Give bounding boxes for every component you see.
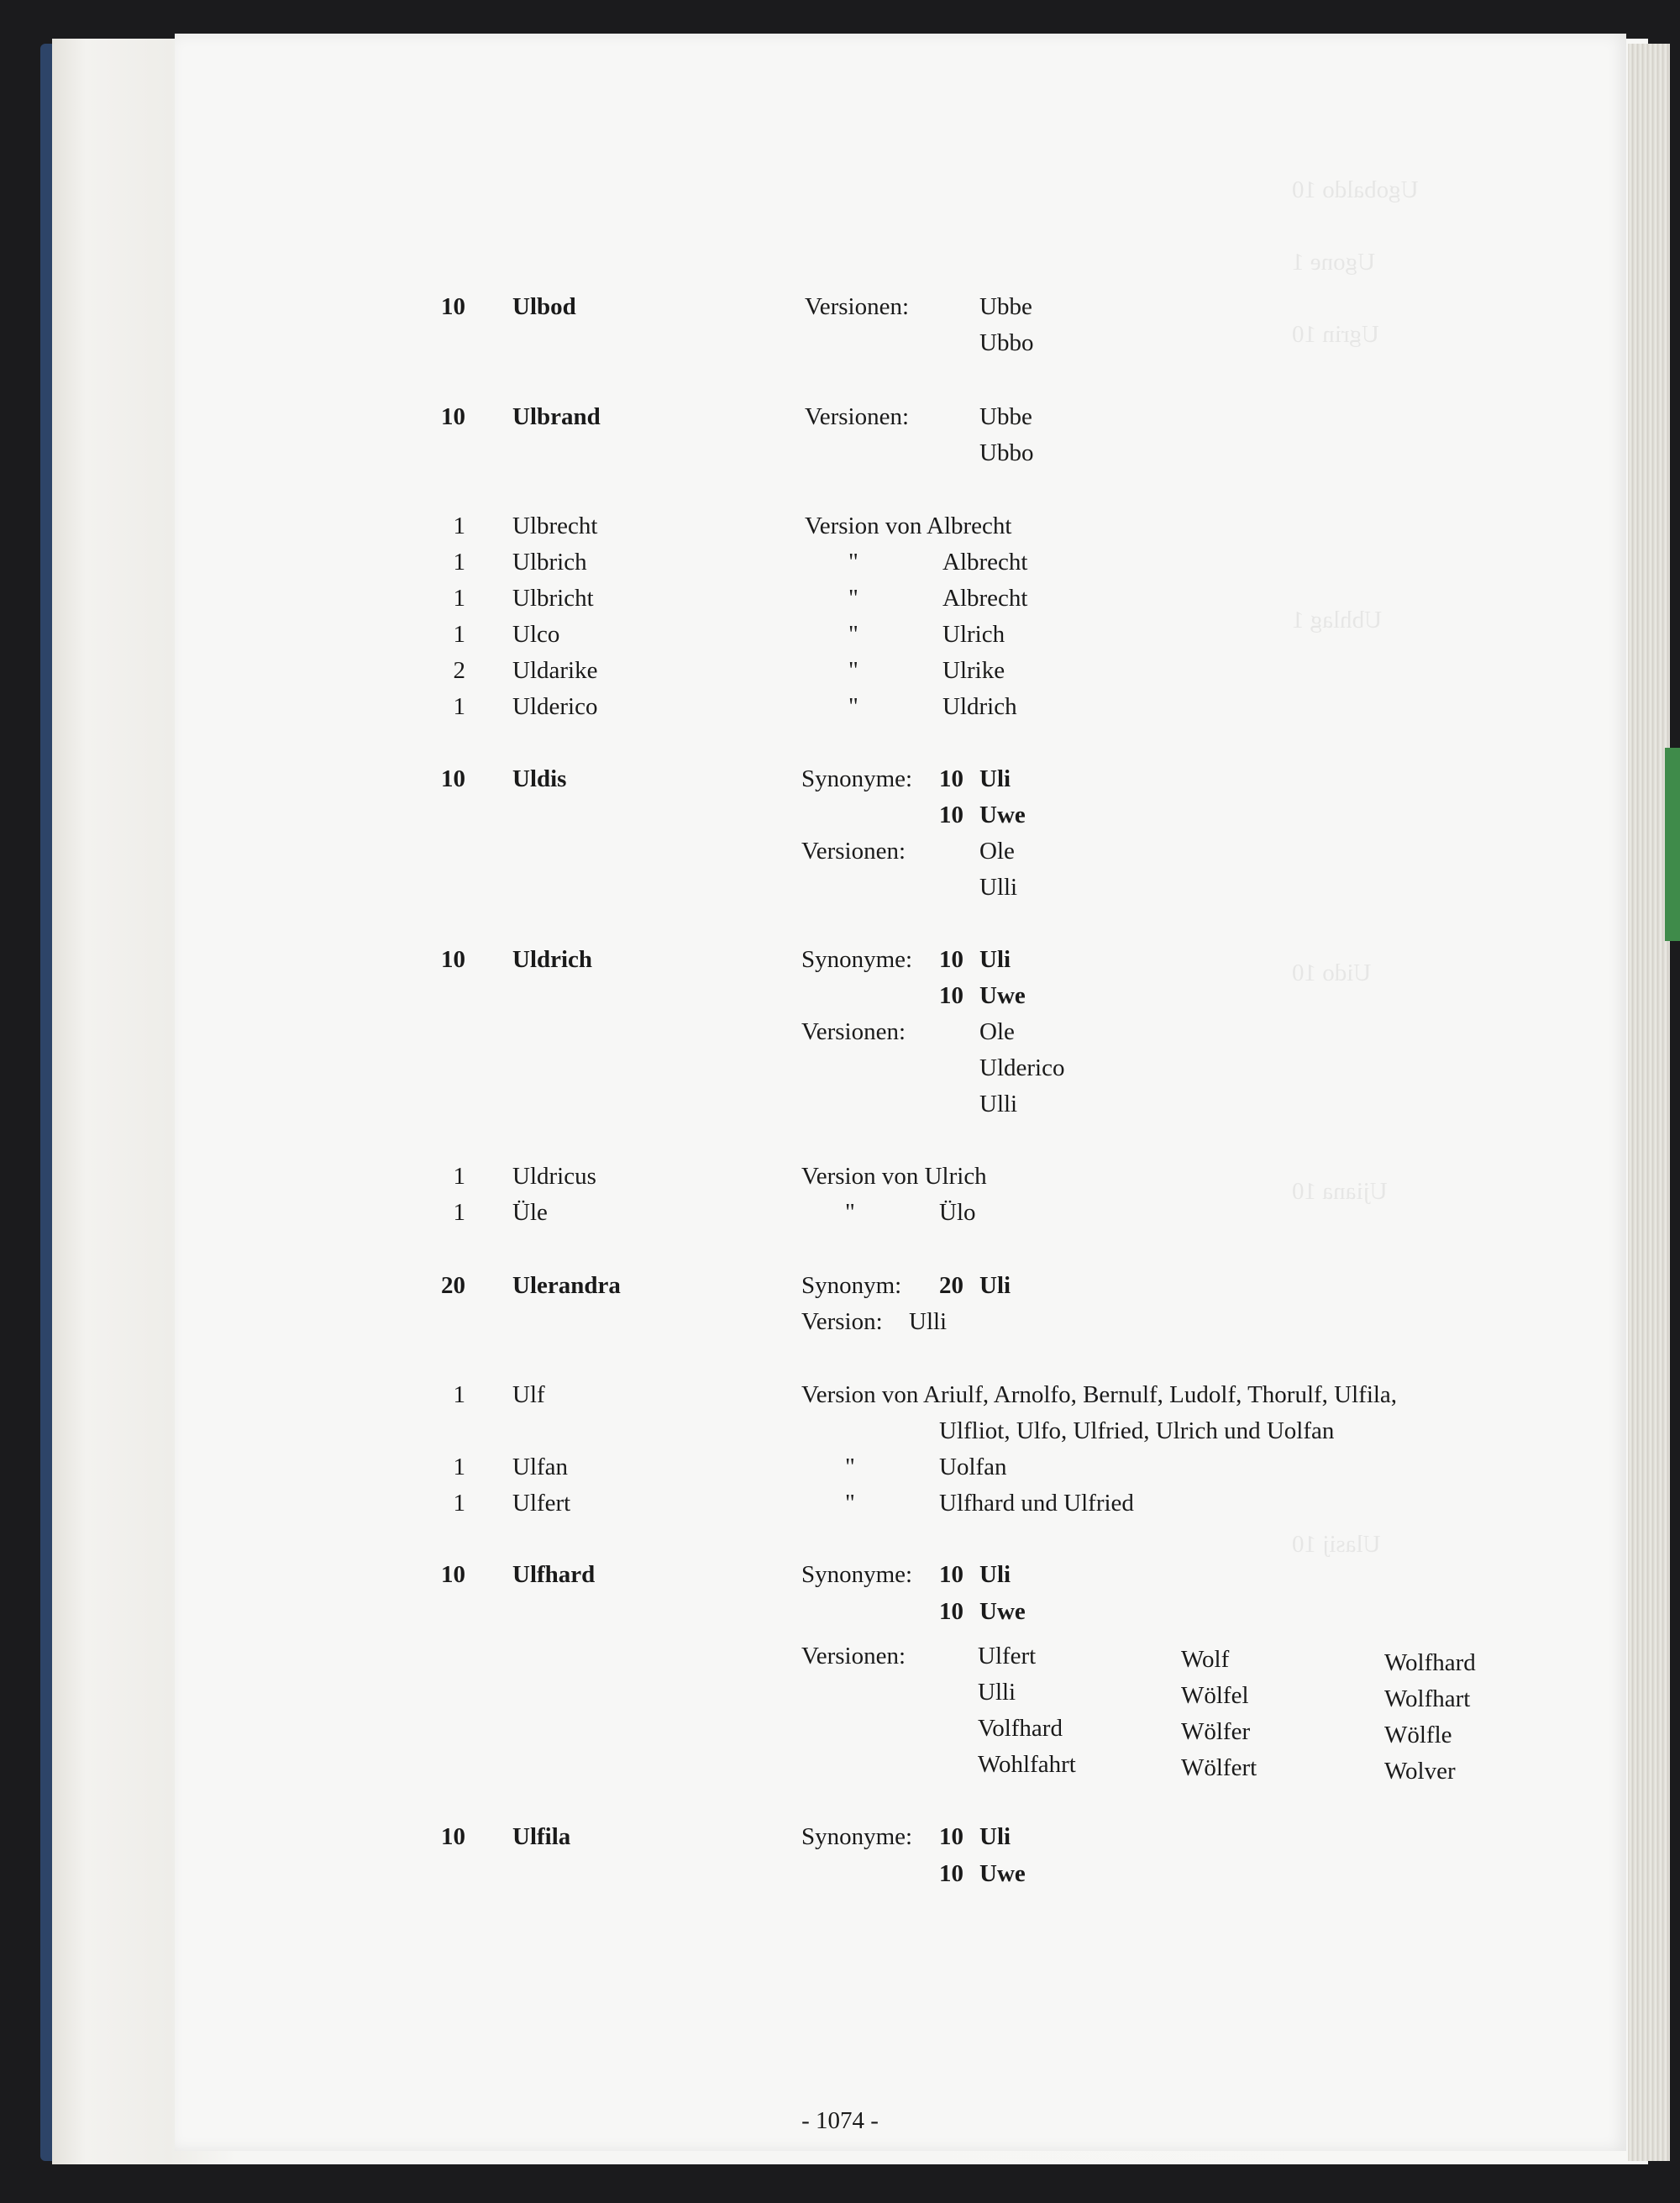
version-cell: Wölfert [1181, 1754, 1257, 1781]
entry-value: Ulli [979, 874, 1018, 901]
entry-name: Üle [512, 1199, 548, 1226]
entry-count: 1 [453, 549, 465, 576]
entry-name: Ulfila [512, 1823, 571, 1850]
version-cell: Ulli [978, 1679, 1016, 1706]
entry-value: Uwe [979, 982, 1026, 1009]
entry-label: Versionen: [801, 838, 906, 865]
entry-label: Version: [801, 1308, 883, 1335]
entry-label: Versionen: [801, 1643, 906, 1669]
ditto-mark: " [848, 621, 858, 648]
bleed-through-text: Ulasij 10 [1292, 1531, 1381, 1558]
bleed-through-text: Ugrin 10 [1292, 321, 1379, 348]
version-cell: Wolver [1384, 1758, 1456, 1785]
version-cell: Wölfel [1181, 1682, 1249, 1709]
entry-value: Ulli [909, 1308, 948, 1335]
entry-value: Uli [979, 1823, 1011, 1850]
entry-text: Uolfan [939, 1454, 1007, 1480]
bleed-through-text: Ugobaldo 10 [1292, 176, 1419, 203]
ditto-mark: " [845, 1454, 855, 1480]
entry-name: Ulco [512, 621, 560, 648]
entry-count: 1 [453, 693, 465, 720]
entry-value: Ubbe [979, 403, 1032, 430]
ditto-mark: " [845, 1199, 855, 1226]
version-cell: Wolf [1181, 1646, 1230, 1673]
entry-value: Uli [979, 765, 1011, 792]
entry-value: Ulli [979, 1091, 1018, 1117]
entry-name: Ulbod [512, 293, 576, 320]
entry-count: 20 [441, 1272, 465, 1299]
entry-count: 10 [441, 765, 465, 792]
entry-name: Ulderico [512, 693, 598, 720]
entry-value: Uwe [979, 802, 1026, 828]
entry-value: Ulderico [979, 1054, 1065, 1081]
entry-name: Ulfert [512, 1490, 571, 1517]
entry-label: Synonyme: [801, 1823, 913, 1850]
synonym-count: 10 [939, 982, 963, 1009]
entry-name: Ulf [512, 1381, 545, 1408]
entry-text: Version von Ulrich [801, 1163, 987, 1190]
entry-name: Uldarike [512, 657, 598, 684]
ditto-mark: " [845, 1490, 855, 1517]
entry-text: Ulfhard und Ulfried [939, 1490, 1134, 1517]
synonym-count: 10 [939, 1598, 963, 1625]
entry-text: Version von Albrecht [805, 513, 1012, 539]
entry-name: Uldrich [512, 946, 593, 973]
entry-count: 1 [453, 1199, 465, 1226]
entry-label: Synonyme: [801, 765, 913, 792]
entry-label: Versionen: [805, 293, 910, 320]
synonym-count: 20 [939, 1272, 963, 1299]
bleed-through-text: Uido 10 [1292, 960, 1372, 986]
entry-label: Versionen: [801, 1018, 906, 1045]
page-number: - 1074 - [801, 2107, 879, 2134]
entry-count: 1 [453, 1454, 465, 1480]
entry-count: 10 [441, 403, 465, 430]
ditto-mark: " [848, 657, 858, 684]
entry-count: 1 [453, 513, 465, 539]
version-cell: Wölfle [1384, 1722, 1452, 1748]
synonym-count: 10 [939, 765, 963, 792]
entry-name: Ulbrecht [512, 513, 598, 539]
entry-name: Ulfan [512, 1454, 569, 1480]
entry-name: Ulfhard [512, 1561, 596, 1588]
entry-text: Ülo [939, 1199, 976, 1226]
entry-label: Synonym: [801, 1272, 902, 1299]
entry-value: Ubbo [979, 329, 1034, 356]
bleed-through-text: Ubhlag 1 [1292, 607, 1383, 634]
entry-label: Synonyme: [801, 946, 913, 973]
version-cell: Wolfhard [1384, 1649, 1476, 1676]
entry-text: Ulrike [942, 657, 1005, 684]
entry-count: 10 [441, 946, 465, 973]
entry-value: Ubbe [979, 293, 1032, 320]
entry-value: Uli [979, 1561, 1011, 1588]
entry-name: Ulbrich [512, 549, 587, 576]
entry-name: Ulerandra [512, 1272, 621, 1299]
version-cell: Wolfhart [1384, 1685, 1471, 1712]
version-cell: Ulfert [978, 1643, 1037, 1669]
synonym-count: 10 [939, 1561, 963, 1588]
entry-text: Albrecht [942, 585, 1028, 612]
entry-name: Ulbrand [512, 403, 601, 430]
entry-value: Uli [979, 1272, 1011, 1299]
entry-count: 1 [453, 1163, 465, 1190]
version-cell: Wohlfahrt [978, 1751, 1076, 1778]
version-cell: Wölfer [1181, 1718, 1251, 1745]
entry-value: Ole [979, 838, 1015, 865]
bleed-through-text: Ujiana 10 [1292, 1178, 1388, 1205]
entry-label: Synonyme: [801, 1561, 913, 1588]
synonym-count: 10 [939, 946, 963, 973]
entry-name: Ulbricht [512, 585, 594, 612]
entry-name: Uldis [512, 765, 567, 792]
ditto-mark: " [848, 549, 858, 576]
entry-value: Uwe [979, 1598, 1026, 1625]
entry-text: Version von Ariulf, Arnolfo, Bernulf, Ludolf, Thorulf, Ulfila, [801, 1381, 1398, 1408]
entry-text: Ulrich [942, 621, 1005, 648]
entry-count: 1 [453, 1381, 465, 1408]
version-cell: Volfhard [978, 1715, 1063, 1742]
ditto-mark: " [848, 585, 858, 612]
bleed-through-text: Ugone 1 [1292, 249, 1376, 276]
entry-value: Uli [979, 946, 1011, 973]
entry-label: Versionen: [805, 403, 910, 430]
entry-count: 2 [453, 657, 465, 684]
synonym-count: 10 [939, 1860, 963, 1887]
entry-text-continued: Ulfliot, Ulfo, Ulfried, Ulrich und Uolfan [939, 1417, 1335, 1444]
entry-value: Uwe [979, 1860, 1026, 1887]
entry-value: Ubbo [979, 439, 1034, 466]
ditto-mark: " [848, 693, 858, 720]
entry-count: 1 [453, 621, 465, 648]
entry-text: Uldrich [942, 693, 1017, 720]
synonym-count: 10 [939, 802, 963, 828]
entry-count: 1 [453, 585, 465, 612]
bookmark-tab [1665, 748, 1680, 941]
entry-value: Ole [979, 1018, 1015, 1045]
entry-count: 10 [441, 1823, 465, 1850]
entry-count: 1 [453, 1490, 465, 1517]
entry-count: 10 [441, 293, 465, 320]
entry-count: 10 [441, 1561, 465, 1588]
synonym-count: 10 [939, 1823, 963, 1850]
entry-text: Albrecht [942, 549, 1028, 576]
right-page-edges [1628, 44, 1670, 2161]
entry-name: Uldricus [512, 1163, 596, 1190]
